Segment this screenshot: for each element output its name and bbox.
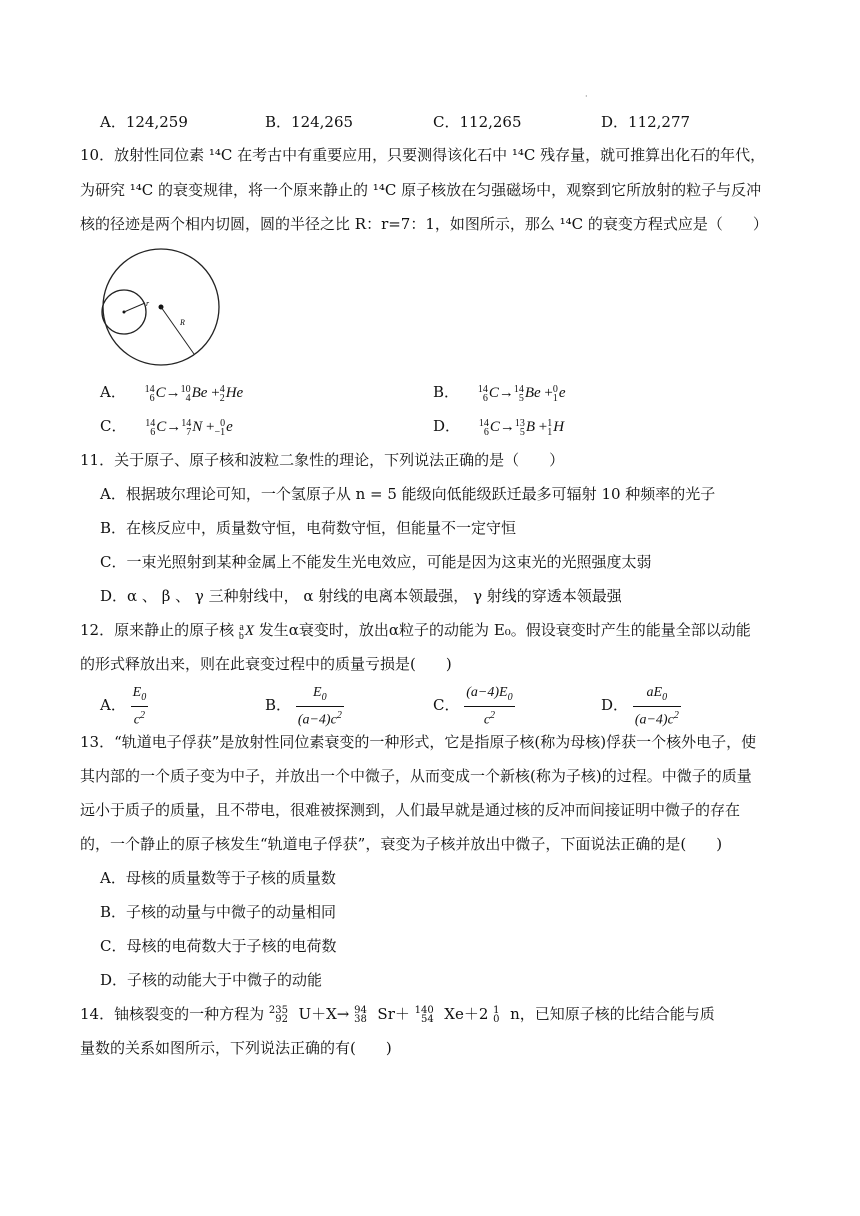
- q14-stem-line2: 量数的关系如图所示，下列说法正确的有( ): [80, 1039, 392, 1057]
- tangent-circles-figure: [100, 246, 220, 368]
- q10-stem-line2: 为研究 ¹⁴C 的衰变规律，将一个原来静止的 ¹⁴C 原子核放在匀强磁场中，观察到它所放射的粒子与反冲: [80, 181, 762, 199]
- q10-stem-line1: 10．放射性同位素 ¹⁴C 在考古中有重要应用，只要测得该化石中 ¹⁴C 残存量，就可推算出化石的年代，: [80, 146, 766, 164]
- figure-label-R: R: [180, 318, 185, 327]
- q10-option-a[interactable]: A． 14 6 C→ 10 4 Be + 4 2 He: [100, 383, 244, 404]
- q10-option-c[interactable]: C． 14 6 C→ 14 7 N + 0 −1 e: [100, 417, 233, 438]
- q12-stem-line1: 12．原来静止的原子核 a b X 发生α衰变时，放出α粒子的动能为 E₀。假设衰变时产生的能量全部以动能: [80, 621, 751, 642]
- q9-option-a[interactable]: A．124,259: [100, 113, 188, 131]
- q12-option-c[interactable]: C． $\frac{(a-4)E_0}{c^2}$: [433, 685, 513, 728]
- q10-option-b[interactable]: B． 14 6 C→ 14 5 Be + 0 1 e: [433, 383, 566, 404]
- q13-option-c[interactable]: C．母核的电荷数大于子核的电荷数: [100, 937, 337, 955]
- q11-option-a[interactable]: A．根据玻尔理论可知，一个氢原子从 n = 5 能级向低能级跃迁最多可辐射 10 种频率的光子: [100, 485, 716, 503]
- figure-label-r: r: [146, 299, 150, 308]
- q13-option-d[interactable]: D．子核的动能大于中微子的动能: [100, 971, 323, 989]
- q13-option-b[interactable]: B．子核的动量与中微子的动量相同: [100, 903, 337, 921]
- q13-stem-line4: 的，一个静止的原子核发生“轨道电子俘获”，衰变为子核并放出中微子，下面说法正确的是( ): [80, 835, 723, 853]
- q14-stem-line1: 14．铀核裂变的一种方程为 235 92 U＋X→ 94 38 Sr＋ 140 54 Xe＋2 1 0 n，已知原子核的比结合能与质: [80, 1005, 715, 1025]
- q13-stem-line1: 13．“轨道电子俘获”是放射性同位素衰变的一种形式，它是指原子核(称为母核)俘获一个核外电子，使: [80, 733, 757, 751]
- q13-stem-line2: 其内部的一个质子变为中子，并放出一个中微子，从而变成一个新核(称为子核)的过程。中微子的质量: [80, 767, 752, 785]
- q12-stem-line2: 的形式释放出来，则在此衰变过程中的质量亏损是( ): [80, 655, 452, 673]
- q9-option-d[interactable]: D．112,277: [601, 113, 691, 131]
- q10-option-d[interactable]: D． 14 6 C→ 13 5 B + 1 1 H: [433, 417, 565, 438]
- q13-option-a[interactable]: A．母核的质量数等于子核的质量数: [100, 869, 336, 887]
- q10-stem-line3: 核的径迹是两个相内切圆，圆的半径之比 R：r=7：1，如图所示，那么 ¹⁴C 的衰变方程式应是（ ）: [80, 215, 768, 233]
- stray-dot: ·: [585, 92, 588, 101]
- q9-option-b[interactable]: B．124,265: [265, 113, 354, 131]
- q11-option-b[interactable]: B．在核反应中，质量数守恒，电荷数守恒，但能量不一定守恒: [100, 519, 517, 537]
- q9-option-c[interactable]: C．112,265: [433, 113, 522, 131]
- q11-option-d[interactable]: D．α 、 β 、 γ 三种射线中， α 射线的电离本领最强， γ 射线的穿透本领最强: [100, 587, 622, 605]
- q12-option-b[interactable]: B． $\frac{E_0}{(a-4)c^2}$: [265, 685, 342, 728]
- q11-stem: 11．关于原子、原子核和波粒二象性的理论，下列说法正确的是（ ）: [80, 451, 565, 469]
- q13-stem-line3: 远小于质子的质量，且不带电，很难被探测到，人们最早就是通过核的反冲而间接证明中微子的存在: [80, 801, 741, 819]
- q11-option-c[interactable]: C．一束光照射到某种金属上不能发生光电效应，可能是因为这束光的光照强度太弱: [100, 553, 652, 571]
- q12-option-d[interactable]: D． $\frac{aE_0}{(a-4)c^2}$: [601, 685, 679, 728]
- q12-option-a[interactable]: A． $\frac{E_0}{c^2}$: [100, 685, 147, 728]
